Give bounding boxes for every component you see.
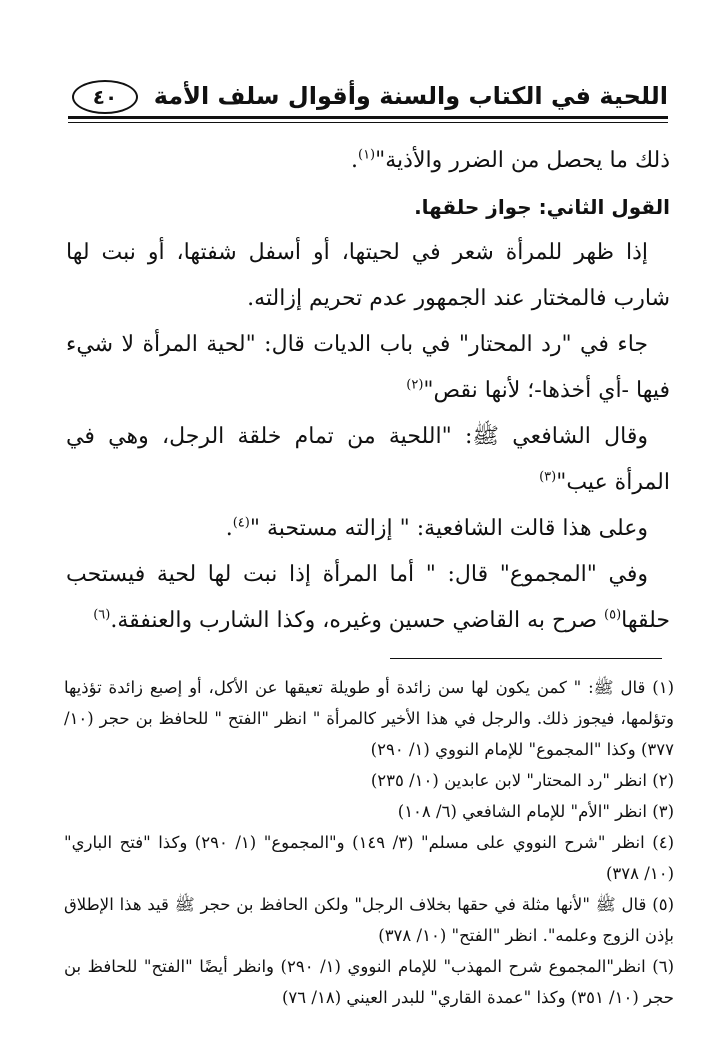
- paragraph-1: ذلك ما يحصل من الضرر والأذية"$^{(١)}$.: [350, 147, 670, 173]
- footnotes: [64, 672, 674, 1013]
- footnote-6: (٦) انظر"المجموع شرح المهذب" للإمام النووي (١/ ٢٩٠) وانظر أيضًا "الفتح" للحافظ بن حجر (١٠/ ٣٥١) وكذا "عمدة القاري" للبدر العيني (١٨/ ٧٦): [64, 957, 674, 1007]
- section-heading: القول الثاني: جواز حلقها.: [414, 195, 670, 219]
- book-title: اللحية في الكتاب والسنة وأقوال سلف الأمة: [153, 82, 668, 110]
- footnote-1: (١) قال ﷺ: " كمن يكون لها سن زائدة أو طويلة تعيقها عن الأكل، أو إصبع زائدة تؤذيها وتؤلمها، فيجوز ذلك. والرجل في هذا الأخير كالمرأة " انظر "الفتح " للحافظ بن حجر (١٠/ ٣٧٧) وكذا "المجموع" للإمام النووي (١/ ٢٩٠): [64, 678, 674, 759]
- footnote-ref-4: (٤): [232, 515, 250, 531]
- footnote-ref-6: (٦): [93, 607, 111, 623]
- paragraph-2: إذا ظهر للمرأة شعر في لحيتها، أو أسفل شفتها، أو نبت لها شارب فالمختار عند الجمهور عدم تحريم إزالته.: [66, 240, 670, 311]
- footnote-5: (٥) قال ﷺ "لأنها مثلة في حقها بخلاف الرجل" ولكن الحافظ بن حجر ﷺ قيد هذا الإطلاق بإذن الزوج وعلمه". انظر "الفتح" (١٠/ ٣٧٨): [64, 895, 674, 945]
- footnote-ref-5: (٥): [604, 607, 622, 623]
- paragraph-5: وعلى هذا قالت الشافعية: " إزالته مستحبة "$^{(٤)}$.: [225, 515, 648, 541]
- header-rule-thin: [68, 122, 668, 123]
- footnote-2: (٢) انظر "رد المحتار" لابن عابدين (١٠/ ٢٣٥): [370, 771, 674, 790]
- footnote-3: (٣) انظر "الأم" للإمام الشافعي (٦/ ١٠٨): [397, 802, 674, 821]
- page-number: ٤٠: [72, 80, 138, 114]
- footnote-ref-1: (١): [357, 147, 376, 163]
- running-header: [68, 78, 668, 122]
- footnote-ref-3: (٣): [539, 469, 557, 485]
- header-rule-thick: [68, 116, 668, 119]
- main-text: [66, 138, 670, 644]
- footnote-ref-2: (٢): [406, 377, 424, 393]
- paragraph-4: وقال الشافعي ﷺ: "اللحية من تمام خلقة الرجل، وهي في المرأة عيب"$^{(٣)}$: [66, 424, 670, 495]
- paragraph-6: وفي "المجموع" قال: " أما المرأة إذا نبت لها لحية فيستحب حلقها$^{(٥)}$ صرح به القاضي حسين وغيره، وكذا الشارب والعنفقة.$^{(٦)}$: [66, 562, 670, 633]
- paragraph-3: جاء في "رد المحتار" في باب الديات قال: "لحية المرأة لا شيء فيها -أي أخذها-؛ لأنها نقص"$^{(٢)}$: [66, 332, 670, 403]
- footnote-separator: [390, 658, 662, 659]
- footnote-4: (٤) انظر "شرح النووي على مسلم" (٣/ ١٤٩) و"المجموع" (١/ ٢٩٠) وكذا "فتح الباري" (١٠/ ٣٧٨): [64, 833, 674, 883]
